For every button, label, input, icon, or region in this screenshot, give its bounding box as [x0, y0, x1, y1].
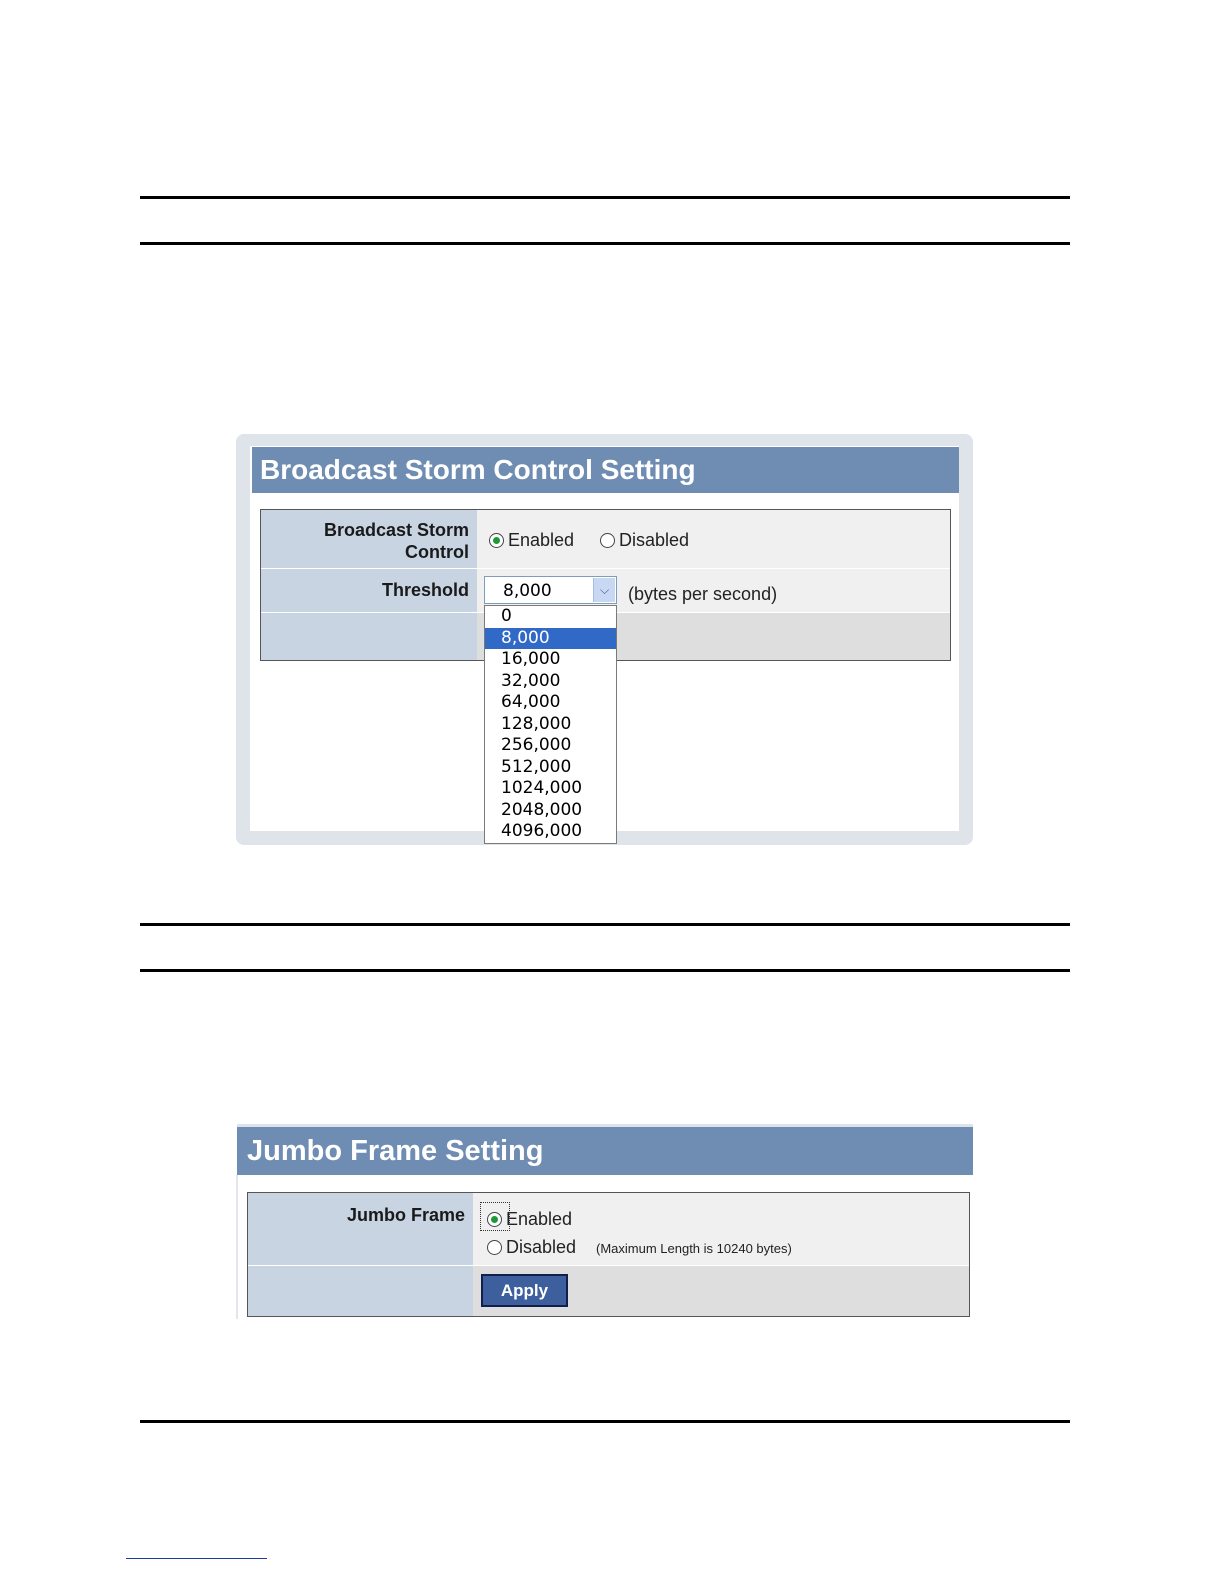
threshold-select[interactable]	[484, 576, 617, 604]
jumbo-frame-title: Jumbo Frame Setting	[237, 1127, 973, 1175]
jumbo-disabled-label: Disabled	[506, 1237, 577, 1257]
threshold-option[interactable]: 512,000	[501, 756, 572, 777]
focus-indicator	[480, 1202, 510, 1231]
jumbo-max-length-note: (Maximum Length is 10240 bytes)	[596, 1241, 792, 1256]
jumbo-apply-label-cell	[248, 1266, 473, 1316]
radio-checked-icon	[489, 533, 504, 548]
threshold-option[interactable]: 128,000	[501, 713, 572, 734]
broadcast-apply-label-cell	[261, 613, 477, 660]
threshold-option[interactable]: 2048,000	[501, 799, 583, 820]
storm-enabled-radio[interactable]	[489, 530, 574, 551]
threshold-unit-text: (bytes per second)	[628, 584, 778, 604]
apply-button[interactable]: Apply	[481, 1274, 568, 1307]
storm-disabled-radio[interactable]	[600, 530, 689, 551]
threshold-option[interactable]: 0	[501, 606, 512, 626]
threshold-option[interactable]: 8,000	[485, 628, 616, 650]
broadcast-storm-title: Broadcast Storm Control Setting	[252, 447, 959, 493]
storm-control-label-line1: Broadcast Storm	[323, 520, 469, 540]
document-rule	[140, 923, 1070, 926]
footer-link-underline	[126, 1558, 267, 1559]
jumbo-disabled-radio[interactable]	[487, 1237, 576, 1258]
threshold-option[interactable]: 32,000	[501, 670, 561, 691]
jumbo-frame-value-cell	[473, 1193, 969, 1265]
radio-unchecked-icon	[487, 1240, 502, 1255]
threshold-option[interactable]: 16,000	[501, 649, 561, 669]
storm-control-value-cell	[477, 510, 950, 568]
jumbo-frame-label: Jumbo Frame	[248, 1193, 473, 1265]
threshold-dropdown-list	[484, 605, 617, 844]
document-rule	[140, 969, 1070, 972]
threshold-option[interactable]: 1024,000	[501, 778, 583, 798]
threshold-select-value: 8,000	[503, 581, 552, 601]
storm-control-label-line2: Control	[405, 542, 469, 562]
jumbo-enabled-label: Enabled	[506, 1209, 573, 1229]
radio-unchecked-icon	[600, 533, 615, 548]
chevron-down-icon[interactable]: ⌵	[593, 578, 615, 602]
threshold-option[interactable]: 4096,000	[501, 821, 583, 841]
threshold-label: Threshold	[261, 569, 477, 612]
document-rule	[140, 242, 1070, 245]
document-rule	[140, 1420, 1070, 1423]
storm-disabled-label: Disabled	[619, 530, 690, 550]
storm-enabled-label: Enabled	[508, 530, 575, 550]
threshold-option[interactable]: 64,000	[501, 692, 561, 712]
threshold-option[interactable]: 256,000	[501, 735, 572, 755]
storm-control-label	[261, 510, 477, 568]
document-rule	[140, 196, 1070, 199]
